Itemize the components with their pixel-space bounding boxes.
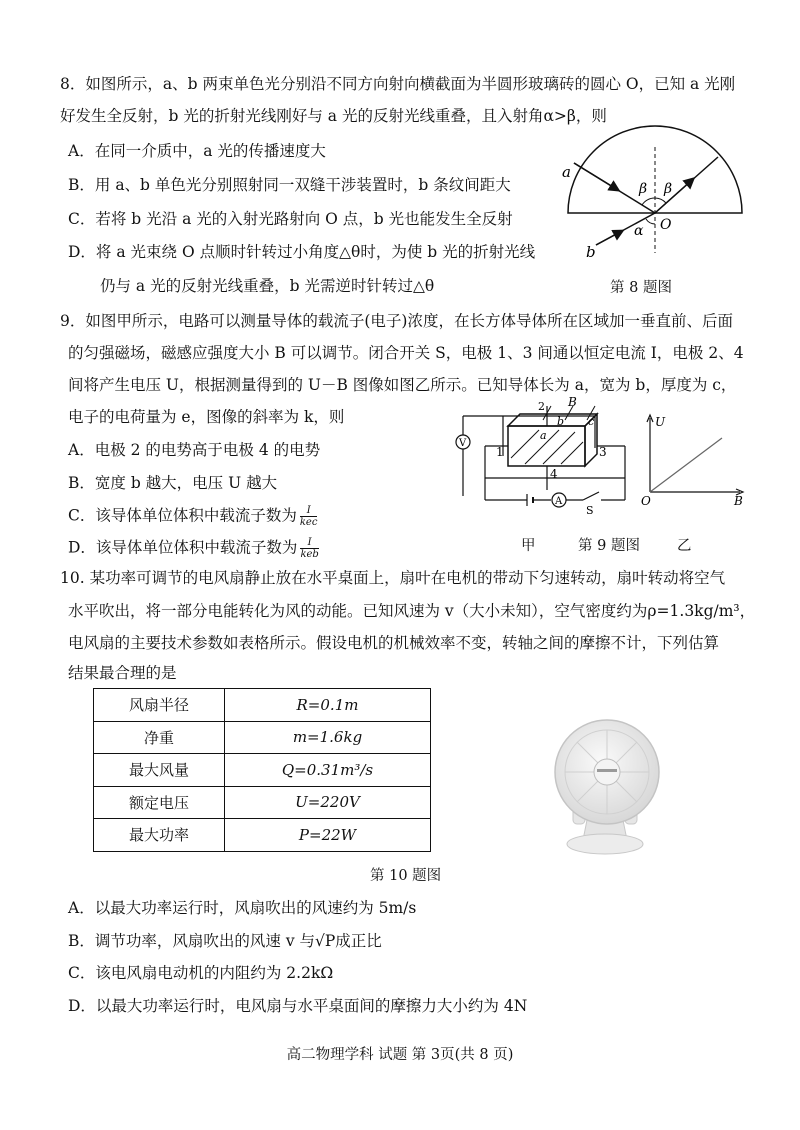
q9-label-electrode-1: 1 — [496, 445, 504, 459]
q10-spec-table — [93, 688, 431, 852]
q9-option-d-denominator: keb — [300, 549, 319, 560]
spec-key: 净重 — [94, 721, 225, 754]
spec-value: m=1.6kg — [225, 721, 431, 754]
table-row — [94, 721, 431, 754]
q10-stem-line2: 水平吹出，将一部分电能转化为风的动能。已知风速为 v（大小未知），空气密度约为ρ=1.3kg/m³， — [68, 602, 756, 620]
q8-label-alpha: α — [634, 223, 644, 239]
q9-caption-yi: 乙 — [677, 538, 692, 554]
q10-option-c: C．该电风扇电动机的内阻约为 2.2kΩ — [68, 964, 334, 982]
q10-option-d: D．以最大功率运行时，电风扇与水平桌面间的摩擦力大小约为 4N — [68, 997, 528, 1015]
spec-key: 最大风量 — [94, 754, 225, 787]
q9-label-A: A — [555, 496, 563, 507]
q9-option-a: A．电极 2 的电势高于电极 4 的电势 — [68, 441, 321, 459]
q10-option-a: A．以最大功率运行时，风扇吹出的风速约为 5m/s — [68, 899, 417, 917]
q10-stem-line4: 结果最合理的是 — [68, 664, 177, 682]
page-footer: 高二物理学科 试题 第 3页(共 8 页) — [286, 1047, 514, 1063]
q9-option-d-text: D．该导体单位体积中载流子数为 — [68, 538, 298, 557]
q9-option-d — [68, 537, 319, 560]
q8-label-a: a — [562, 163, 571, 181]
spec-value: Q=0.31m³/s — [225, 754, 431, 787]
q8-label-O: O — [660, 217, 672, 233]
q9-label-b: b — [557, 415, 565, 428]
q9-figure-circuit — [455, 395, 635, 517]
q9-caption-jia: 甲 — [521, 538, 536, 554]
spec-key: 额定电压 — [94, 786, 225, 819]
q9-option-c — [68, 505, 317, 528]
q9-option-c-numerator: I — [300, 505, 318, 517]
q9-stem-line2: 的匀强磁场，磁感应强度大小 B 可以调节。闭合开关 S，电极 1、3 间通以恒定电流 I，电极 2、4 — [68, 344, 744, 362]
spec-value: U=220V — [225, 786, 431, 819]
q9-label-electrode-3: 3 — [599, 445, 607, 459]
q10-figure-caption: 第 10 题图 — [370, 868, 442, 884]
q9-label-electrode-4: 4 — [550, 467, 558, 481]
q9-graph-label-O: O — [641, 494, 651, 508]
q9-figure-caption: 第 9 题图 — [578, 538, 640, 554]
q9-figure-u-b-graph — [640, 412, 750, 507]
q9-stem-line3: 间将产生电压 U，根据测量得到的 U－B 图像如图乙所示。已知导体长为 a，宽为 b，厚度为 c， — [68, 376, 737, 394]
q9-option-c-denominator: kec — [299, 517, 318, 528]
q9-graph-label-U: U — [655, 415, 666, 429]
q8-label-b: b — [586, 243, 596, 261]
spec-key: 最大功率 — [94, 819, 225, 852]
table-row — [94, 819, 431, 852]
q8-label-beta-right: β — [664, 181, 673, 197]
q8-stem-line1: 8．如图所示，a、b 两束单色光分别沿不同方向射向横截面为半圆形玻璃砖的圆心 O，已知 a 光刚 — [60, 75, 736, 93]
spec-key: 风扇半径 — [94, 689, 225, 722]
table-row — [94, 689, 431, 722]
q9-label-B: B — [568, 395, 577, 409]
q8-label-beta-left: β — [639, 181, 648, 197]
q9-graph-label-B: B — [734, 494, 743, 508]
q9-option-b: B．宽度 b 越大，电压 U 越大 — [68, 474, 278, 492]
q8-option-d-line2: 仍与 a 光的反射光线重叠，b 光需逆时针转过△θ — [100, 277, 435, 295]
fan-image — [535, 712, 675, 862]
q9-option-d-numerator: I — [300, 537, 318, 549]
q9-label-V: V — [459, 438, 467, 449]
q9-option-c-text: C．该导体单位体积中载流子数为 — [68, 506, 297, 525]
q9-label-S: S — [586, 504, 594, 517]
q8-option-d-line1: D．将 a 光束绕 O 点顺时针转过小角度△θ时，为使 b 光的折射光线 — [68, 243, 536, 261]
q9-stem-line1: 9．如图甲所示，电路可以测量导体的载流子(电子)浓度，在长方体导体所在区域加一垂直前、后面 — [60, 312, 733, 330]
q8-figure-semicircle-glass — [560, 135, 750, 260]
q8-option-b: B．用 a、b 单色光分别照射同一双缝干涉装置时，b 条纹间距大 — [68, 176, 511, 194]
table-row — [94, 754, 431, 787]
spec-value: R=0.1m — [225, 689, 431, 722]
table-row — [94, 786, 431, 819]
q9-option-d-fraction — [300, 537, 318, 560]
q10-stem-line3: 电风扇的主要技术参数如表格所示。假设电机的机械效率不变，转轴之间的摩擦不计，下列估算 — [68, 634, 720, 652]
q9-stem-line4: 电子的电荷量为 e，图像的斜率为 k，则 — [68, 408, 345, 426]
q8-figure-caption: 第 8 题图 — [610, 280, 672, 296]
q10-stem-line1: 10. 某功率可调节的电风扇静止放在水平桌面上，扇叶在电机的带动下匀速转动，扇叶转动将空气 — [60, 569, 726, 587]
q9-label-electrode-2: 2 — [538, 400, 545, 413]
q9-label-a: a — [540, 429, 547, 442]
q9-label-c: c — [588, 415, 595, 428]
q8-option-c: C．若将 b 光沿 a 光的入射光路射向 O 点，b 光也能发生全反射 — [68, 210, 513, 228]
q8-option-a: A．在同一介质中，a 光的传播速度大 — [68, 142, 326, 160]
q9-option-c-fraction — [300, 505, 318, 528]
q8-stem-line2: 好发生全反射，b 光的折射光线刚好与 a 光的反射光线重叠，且入射角α>β，则 — [60, 107, 607, 125]
spec-value: P=22W — [225, 819, 431, 852]
q10-option-b: B．调节功率，风扇吹出的风速 v 与√P成正比 — [68, 932, 382, 950]
